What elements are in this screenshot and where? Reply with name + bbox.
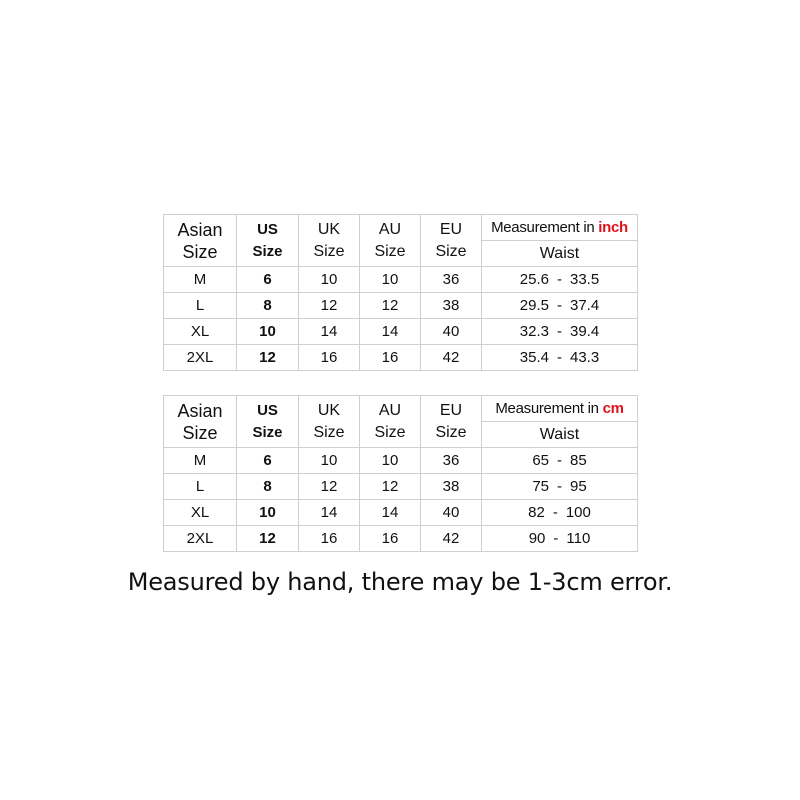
us-size-cell: 6 — [237, 448, 299, 474]
uk-size-cell: 10 — [299, 267, 360, 293]
us-size-cell: 12 — [237, 526, 299, 552]
waist-range-cell: 25.6 - 33.5 — [482, 267, 638, 293]
waist-range-cell: 90 - 110 — [482, 526, 638, 552]
us-size-cell: 10 — [237, 500, 299, 526]
waist-range-cell: 35.4 - 43.3 — [482, 345, 638, 371]
au-size-cell: 10 — [360, 267, 421, 293]
asian-size-cell: 2XL — [164, 526, 237, 552]
waist-range-cell: 65 - 85 — [482, 448, 638, 474]
us-size-header: US Size — [237, 215, 299, 267]
unit-label: cm — [602, 400, 624, 417]
table-row — [164, 345, 638, 371]
eu-size-cell: 36 — [421, 448, 482, 474]
table-row — [164, 474, 638, 500]
measurement-title: Measurement in cm — [482, 396, 638, 422]
us-size-cell: 8 — [237, 293, 299, 319]
au-size-cell: 16 — [360, 526, 421, 552]
size-chart-cm — [163, 395, 638, 552]
eu-size-cell: 42 — [421, 345, 482, 371]
measurement-note: Measured by hand, there may be 1-3cm error. — [127, 568, 673, 596]
waist-range-cell: 75 - 95 — [482, 474, 638, 500]
au-size-cell: 16 — [360, 345, 421, 371]
uk-size-cell: 12 — [299, 474, 360, 500]
eu-size-header: EU Size — [421, 215, 482, 267]
uk-size-cell: 14 — [299, 500, 360, 526]
us-size-cell: 6 — [237, 267, 299, 293]
uk-size-header: UK Size — [299, 215, 360, 267]
uk-size-cell: 10 — [299, 448, 360, 474]
us-size-cell: 8 — [237, 474, 299, 500]
asian-size-cell: XL — [164, 319, 237, 345]
waist-header: Waist — [482, 241, 638, 267]
au-size-cell: 10 — [360, 448, 421, 474]
eu-size-cell: 36 — [421, 267, 482, 293]
au-size-cell: 12 — [360, 474, 421, 500]
au-size-cell: 14 — [360, 500, 421, 526]
size-chart-inch — [163, 214, 638, 371]
uk-size-header: UK Size — [299, 396, 360, 448]
header-row — [164, 215, 638, 241]
uk-size-cell: 16 — [299, 345, 360, 371]
uk-size-cell: 16 — [299, 526, 360, 552]
eu-size-cell: 42 — [421, 526, 482, 552]
header-row — [164, 396, 638, 422]
table-row — [164, 526, 638, 552]
asian-size-header: Asian Size — [164, 215, 237, 267]
waist-range-cell: 32.3 - 39.4 — [482, 319, 638, 345]
eu-size-cell: 38 — [421, 474, 482, 500]
eu-size-cell: 40 — [421, 500, 482, 526]
table-row — [164, 293, 638, 319]
au-size-header: AU Size — [360, 215, 421, 267]
asian-size-cell: XL — [164, 500, 237, 526]
table-row — [164, 448, 638, 474]
asian-size-cell: M — [164, 267, 237, 293]
measurement-title: Measurement in inch — [482, 215, 638, 241]
waist-range-cell: 29.5 - 37.4 — [482, 293, 638, 319]
asian-size-header: Asian Size — [164, 396, 237, 448]
asian-size-cell: 2XL — [164, 345, 237, 371]
waist-range-cell: 82 - 100 — [482, 500, 638, 526]
au-size-header: AU Size — [360, 396, 421, 448]
au-size-cell: 14 — [360, 319, 421, 345]
uk-size-cell: 14 — [299, 319, 360, 345]
unit-label: inch — [598, 219, 628, 236]
au-size-cell: 12 — [360, 293, 421, 319]
asian-size-cell: L — [164, 293, 237, 319]
us-size-header: US Size — [237, 396, 299, 448]
eu-size-header: EU Size — [421, 396, 482, 448]
asian-size-cell: L — [164, 474, 237, 500]
eu-size-cell: 40 — [421, 319, 482, 345]
eu-size-cell: 38 — [421, 293, 482, 319]
waist-header: Waist — [482, 422, 638, 448]
table-row — [164, 319, 638, 345]
uk-size-cell: 12 — [299, 293, 360, 319]
table-row — [164, 267, 638, 293]
table-row — [164, 500, 638, 526]
asian-size-cell: M — [164, 448, 237, 474]
us-size-cell: 12 — [237, 345, 299, 371]
us-size-cell: 10 — [237, 319, 299, 345]
